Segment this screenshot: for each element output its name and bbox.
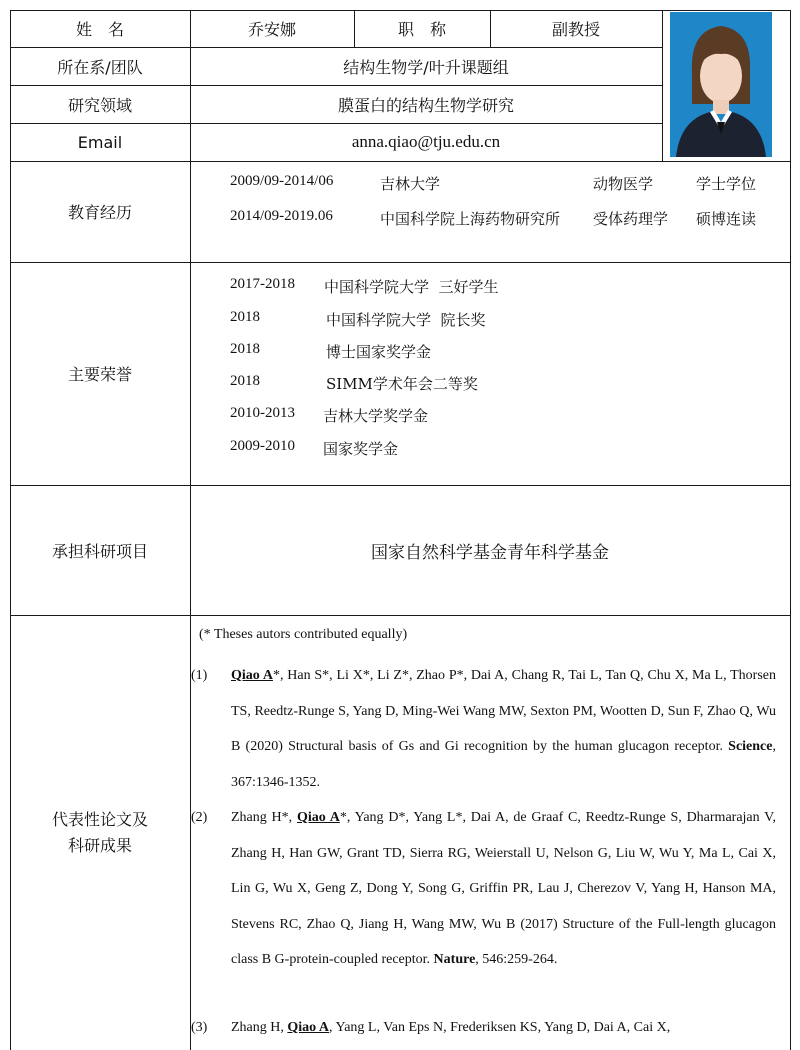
education-degree: 硕博连读: [696, 210, 757, 228]
honor-year: 2018: [230, 341, 260, 357]
honor-year: 2018: [230, 373, 260, 389]
name-label: 姓 名: [75, 20, 124, 39]
publication-item: [191, 800, 776, 978]
publication-text: *, Yang D*, Yang L*, Dai A, de Graaf C, Reedtz-Runge S, Dharmarajan V, Zhang H, Han GW, Grant TD, Sierra RG, Weierstall U, Nelson G, Liu W, Wu Y, Ma L, Cai X, Lin G, Wu X, Geng Z, Dong Y, Song G, Griffin PR, Lau J, Cherezov V, Yang H, Hanson MA, Stevens RC, Zhao Q, Jiang H, Wang MW, Wu B (2017) Structure of the Full-length glucagon class B G-protein-coupled receptor.: [231, 810, 776, 967]
publication-text: Zhang H*,: [231, 810, 297, 825]
education-school: 中国科学院上海药物研究所: [380, 210, 561, 228]
field-label: 研究领域: [67, 95, 132, 115]
honor-title: 国家奖学金: [323, 440, 399, 458]
table-border-right: [790, 10, 791, 1050]
portrait-illustration: [670, 12, 772, 157]
publication-text: Zhang H,: [231, 1020, 288, 1035]
publication-tail: , 546:259-264.: [475, 952, 558, 967]
honor-title: 中国科学院大学 院长奖: [326, 311, 486, 329]
education-period: 2009/09-2014/06: [230, 173, 334, 189]
journal-name: Science: [728, 739, 773, 754]
honor-year: 2010-2013: [230, 405, 295, 421]
journal-name: Nature: [433, 952, 476, 967]
education-degree: 学士学位: [696, 175, 757, 193]
publications-label-line1: 代表性论文及: [51, 809, 148, 829]
name-value: 乔安娜: [247, 20, 296, 39]
honor-year: 2009-2010: [230, 438, 295, 454]
author-highlight: Qiao A: [296, 810, 340, 825]
education-school: 吉林大学: [380, 175, 441, 193]
publication-text: *, Han S*, Li X*, Li Z*, Zhao P*, Dai A, Chang R, Tai L, Tan Q, Chu X, Ma L, Thorsen TS, Reedtz-Runge S, Yang D, Ming-Wei Wang MW, Sexton PM, Wootten D, Sun F, Zhao Q, Wu B (2020) Structural basis of Gs and Gi recognition by the human glucagon receptor.: [231, 668, 776, 754]
publication-tail: , 367:1346-1352.: [231, 739, 776, 790]
email-value[interactable]: anna.qiao@tju.edu.cn: [351, 132, 501, 151]
education-major: 受体药理学: [593, 210, 669, 228]
honor-year: 2018: [230, 309, 260, 325]
publication-item: [191, 658, 776, 800]
honor-title: 吉林大学奖学金: [323, 407, 429, 425]
dept-value: 结构生物学/叶升课题组: [343, 57, 509, 77]
projects-label: 承担科研项目: [51, 541, 148, 561]
publication-item: [191, 1010, 776, 1046]
honors-label: 主要荣誉: [67, 365, 132, 384]
education-period: 2014/09-2019.06: [230, 208, 333, 224]
portrait-photo: [670, 12, 772, 157]
photo-column-divider: [662, 10, 663, 161]
honor-year: 2017-2018: [230, 276, 295, 292]
email-label: Email: [77, 132, 123, 152]
honor-title: 博士国家奖学金: [326, 343, 432, 361]
field-value: 膜蛋白的结构生物学研究: [337, 95, 514, 115]
education-major: 动物医学: [593, 175, 654, 193]
dept-label: 所在系/团队: [57, 57, 143, 77]
publication-number: (1): [191, 668, 208, 683]
title-label: 职 称: [397, 20, 446, 39]
publication-text: , Yang L, Van Eps N, Frederiksen KS, Yang D, Dai A, Cai X,: [329, 1020, 671, 1035]
publication-number: (2): [191, 810, 208, 825]
publication-number: (3): [191, 1020, 208, 1035]
publications-note: (* Theses autors contributed equally): [199, 627, 408, 642]
title-value: 副教授: [551, 20, 600, 39]
publications-label: [10, 615, 190, 1050]
publications-label-line2: 科研成果: [67, 835, 132, 855]
author-highlight: Qiao A: [287, 1020, 330, 1035]
honor-title: SIMM学术年会二等奖: [326, 375, 478, 393]
education-label: 教育经历: [67, 203, 132, 222]
author-highlight: Qiao A: [231, 668, 273, 683]
honor-title: 中国科学院大学 三好学生: [324, 278, 499, 296]
projects-value: 国家自然科学基金青年科学基金: [371, 542, 609, 563]
